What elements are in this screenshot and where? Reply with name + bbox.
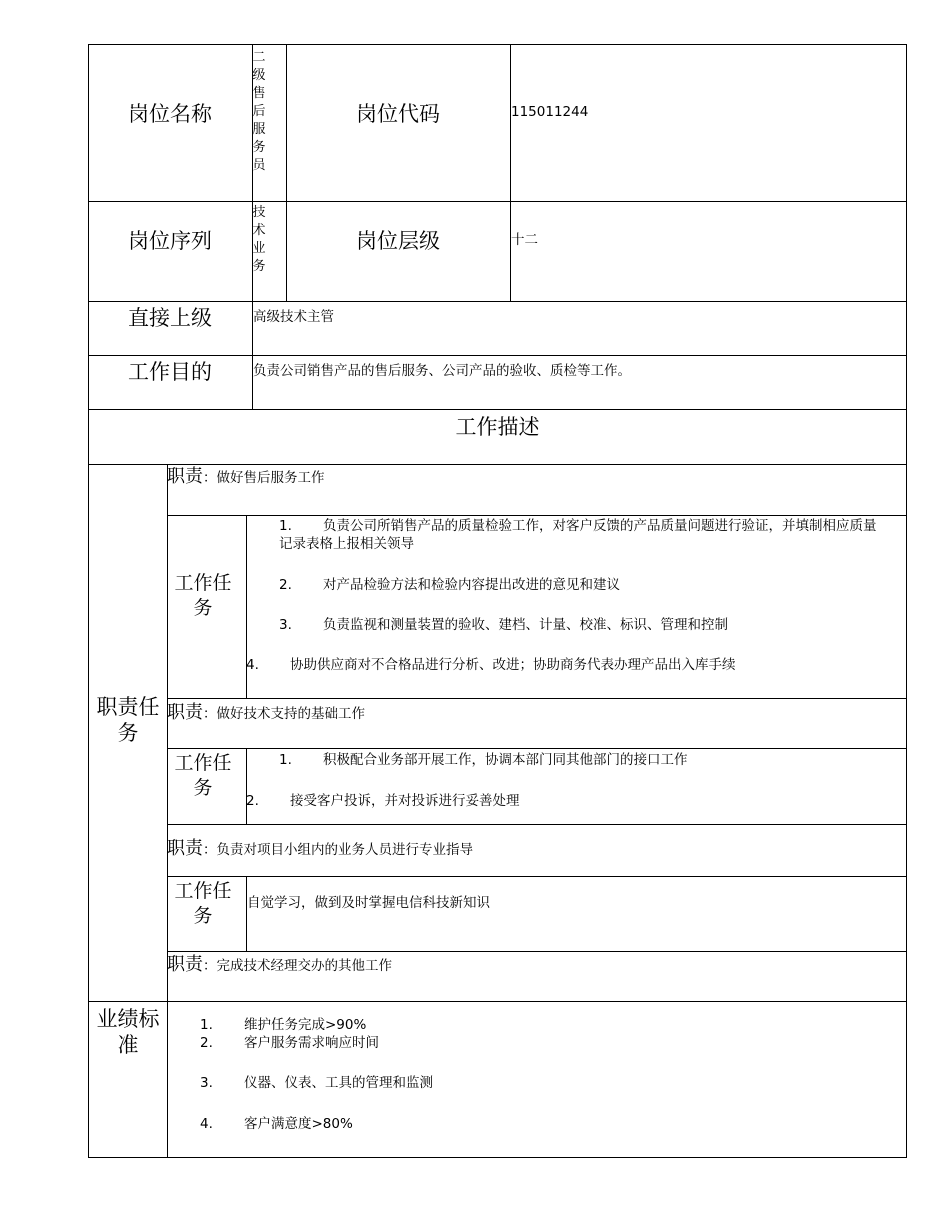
post-sequence-label: 岗位序列 xyxy=(128,229,212,253)
duty-key: 职责 xyxy=(167,702,203,723)
performance-item-1: 1. 维护任务完成>90% xyxy=(200,1017,367,1033)
duty-2-task-2: 2. 接受客户投诉，并对投诉进行妥善处理 xyxy=(246,793,520,809)
task-label: 工作任务 xyxy=(174,880,232,927)
duty-key: 职责 xyxy=(167,838,203,859)
duty-3-title: 职责：负责对项目小组内的业务人员进行专业指导 xyxy=(167,838,473,859)
post-name-value: 二级售后服务员 xyxy=(252,50,266,173)
task-label: 工作任务 xyxy=(174,572,232,619)
purpose-label: 工作目的 xyxy=(128,360,212,384)
performance-item-4: 4. 客户满意度>80% xyxy=(200,1116,353,1132)
duty-3-task-1: 自觉学习，做到及时掌握电信科技新知识 xyxy=(247,895,490,911)
duty-key: 职责 xyxy=(167,466,203,487)
performance-item-3: 3. 仪器、仪表、工具的管理和监测 xyxy=(200,1075,433,1091)
post-level-label: 岗位层级 xyxy=(356,229,440,253)
performance-item-2: 2. 客户服务需求响应时间 xyxy=(200,1035,379,1051)
post-level-value: 十二 xyxy=(511,232,538,248)
duty-1-task-1-cont: 记录表格上报相关领导 xyxy=(279,536,414,552)
task-label: 工作任务 xyxy=(174,752,232,799)
duty-1-task-3: 3. 负责监视和测量装置的验收、建档、计量、校准、标识、管理和控制 xyxy=(279,617,728,633)
post-sequence-value: 技术业务 xyxy=(252,205,266,274)
duty-1-task-4: 4. 协助供应商对不合格品进行分析、改进；协助商务代表办理产品出入库手续 xyxy=(246,657,736,673)
duty-2-task-1: 1. 积极配合业务部开展工作，协调本部门同其他部门的接口工作 xyxy=(279,752,688,768)
duty-1-task-1: 1. 负责公司所销售产品的质量检验工作，对客户反馈的产品质量问题进行验证，并填制相应质量 xyxy=(279,518,877,534)
duty-1-title: 职责：做好售后服务工作 xyxy=(167,466,325,487)
duty-key: 职责 xyxy=(167,954,203,975)
superior-label: 直接上级 xyxy=(128,306,212,330)
post-code-value: 115011244 xyxy=(511,104,589,120)
duty-1-task-2: 2. 对产品检验方法和检验内容提出改进的意见和建议 xyxy=(279,577,620,593)
duty-2-title: 职责：做好技术支持的基础工作 xyxy=(167,702,365,723)
post-code-label: 岗位代码 xyxy=(356,102,440,126)
duties-label: 职责任务 xyxy=(96,695,160,745)
duty-4-title: 职责：完成技术经理交办的其他工作 xyxy=(167,954,392,975)
work-description-title: 工作描述 xyxy=(455,415,540,439)
post-name-label: 岗位名称 xyxy=(128,102,212,126)
superior-value: 高级技术主管 xyxy=(253,309,334,325)
purpose-value: 负责公司销售产品的售后服务、公司产品的验收、质检等工作。 xyxy=(253,363,631,379)
performance-label: 业绩标准 xyxy=(96,1007,160,1057)
